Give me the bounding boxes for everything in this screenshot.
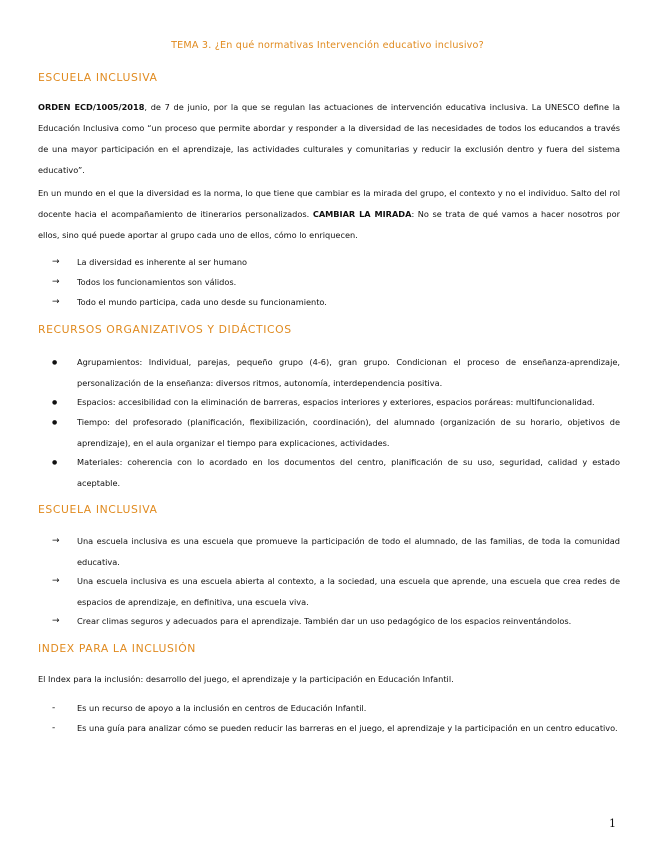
arrow-icon: → [52, 576, 60, 586]
bullet-icon: ● [52, 459, 58, 466]
section-heading-escuela-inclusiva-2: ESCUELA INCLUSIVA [38, 503, 158, 516]
list-item [52, 392, 620, 413]
list-item-text: Crear climas seguros y adecuados para el aprendizaje. También dar un uso pedagógico de los espacios reinventándolos. [77, 616, 572, 626]
section-heading-escuela-inclusiva: ESCUELA INCLUSIVA [38, 71, 158, 84]
bullet-icon: ● [52, 419, 58, 426]
paragraph-mirada-end: : No se trata de qué vamos a hacer nosotros por ellos, sino qué puede aportar al grupo cada uno de ellos, cómo lo enriquecen. [38, 209, 620, 240]
arrow-icon: → [52, 257, 60, 267]
list-item [52, 571, 620, 613]
list-item [52, 698, 620, 719]
list-item [52, 252, 620, 273]
dash-icon: - [52, 723, 56, 733]
list-item-text: Tiempo: del profesorado (planificación, flexibilización, coordinación), del alumnado (organización de su horario, objetivos de aprendizaje), en el aula organizar el tiempo para explicaciones, actividades. [77, 417, 620, 448]
list-item [52, 412, 620, 454]
list-item [52, 292, 620, 313]
orden-ref-bold: ORDEN ECD/1005/2018 [38, 102, 145, 112]
cambiar-mirada-bold: CAMBIAR LA MIRADA [312, 209, 412, 219]
arrow-icon: → [52, 277, 60, 287]
bullet-icon: ● [52, 359, 58, 366]
section-heading-index: INDEX PARA LA INCLUSIÓN [38, 642, 196, 655]
list-item-text: Una escuela inclusiva es una escuela que promueve la participación de todo el alumnado, de las familias, de toda la comunidad educativa. [77, 536, 620, 567]
list-item [52, 272, 620, 293]
section-heading-recursos: RECURSOS ORGANIZATIVOS Y DIDÁCTICOS [38, 323, 292, 336]
arrow-icon: → [52, 616, 60, 626]
paragraph-index-intro: El Index para la inclusión: desarrollo del juego, el aprendizaje y la participación en Educación Infantil. [38, 674, 454, 684]
list-item-text: Todo el mundo participa, cada uno desde su funcionamiento. [77, 297, 327, 307]
list-item [52, 611, 620, 632]
paragraph-cambiar-mirada [38, 183, 620, 246]
list-item [52, 452, 620, 494]
arrow-icon: → [52, 297, 60, 307]
paragraph-orden-text: , de 7 de junio, por la que se regulan las actuaciones de intervención educativa inclusiva. La UNESCO define la Educación Inclusiva como “un proceso que permite abordar y responder a la diversidad de las necesidades de todos los educandos a través de una mayor participación en el aprendizaje, las actividades culturales y comunitarias y reducir la exclusión dentro y fuera del sistema educativo”. [38, 102, 620, 175]
paragraph-orden-ecd [38, 97, 620, 181]
arrow-icon: → [52, 536, 60, 546]
list-item-text: La diversidad es inherente al ser humano [77, 257, 248, 267]
list-item-text: Todos los funcionamientos son válidos. [77, 277, 237, 287]
bullet-icon: ● [52, 399, 58, 406]
list-item-text: Agrupamientos: Individual, parejas, pequeño grupo (4-6), gran grupo. Condicionan el proceso de enseñanza-aprendizaje, personalización de la enseñanza: diversos ritmos, autonomía, interdependencia positiva. [77, 357, 620, 388]
page-number: 1 [609, 817, 616, 830]
list-item-text: Una escuela inclusiva es una escuela abierta al contexto, a la sociedad, una escuela que aprende, una escuela que crea redes de espacios de aprendizaje, en definitiva, una escuela viva. [77, 576, 620, 607]
list-item-text: Materiales: coherencia con lo acordado en los documentos del centro, planificación de su uso, seguridad, calidad y estado aceptable. [77, 457, 620, 488]
list-item-text: Es una guía para analizar cómo se pueden reducir las barreras en el juego, el aprendizaje y la participación en un centro educativo. [77, 723, 618, 733]
list-item-text: Es un recurso de apoyo a la inclusión en centros de Educación Infantil. [77, 703, 367, 713]
paragraph-mirada-start: En un mundo en el que la diversidad es la norma, lo que tiene que cambiar es la mirada del grupo, el contexto y no el individuo. Salto del rol docente hacia el acompañamiento de itinerarios personalizados. [38, 188, 620, 219]
list-item [52, 718, 620, 739]
list-item [52, 531, 620, 573]
dash-icon: - [52, 703, 56, 713]
list-item [52, 352, 620, 394]
list-item-text: Espacios: accesibilidad con la eliminación de barreras, espacios interiores y exteriores, espacios poráreas: multifuncionalidad. [77, 397, 595, 407]
document-title: TEMA 3. ¿En qué normativas Intervención educativo inclusivo? [171, 40, 484, 51]
